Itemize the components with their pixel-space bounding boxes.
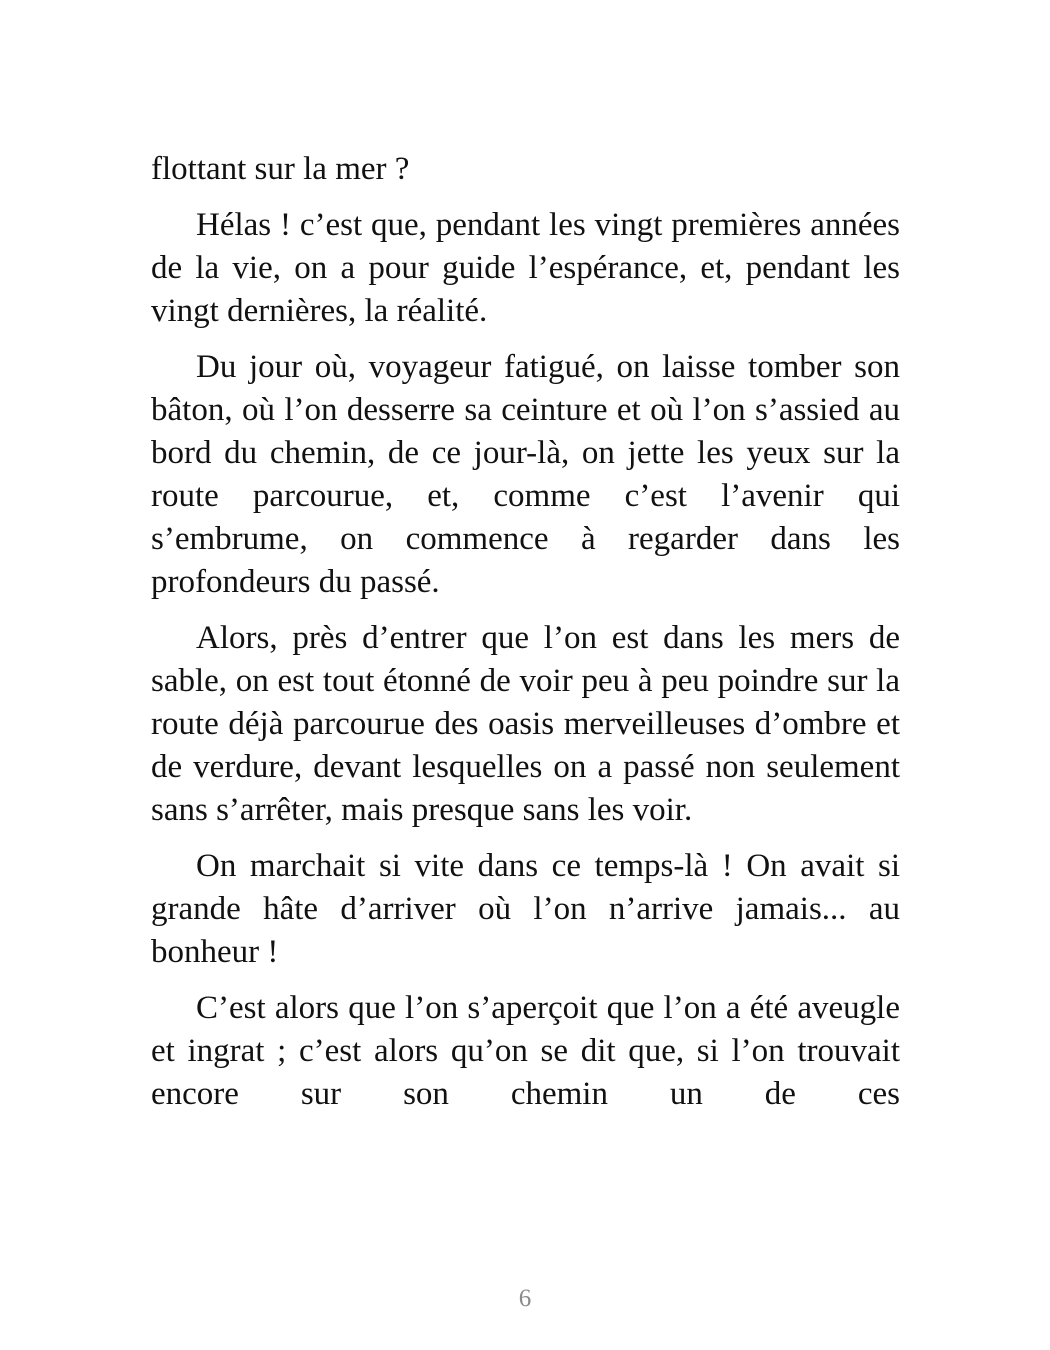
paragraph: On marchait si vite dans ce temps-là ! On avait si grande hâte d’arriver où l’on n’arrive jamais... au bonheur !: [151, 848, 900, 970]
paragraph-truncated: C’est alors que l’on s’aperçoit que l’on a été aveugle et ingrat ; c’est alors qu’on se dit que, si l’on trouvait encore sur son chemin un de ces: [151, 990, 900, 1112]
paragraph: Hélas ! c’est que, pendant les vingt premières années de la vie, on a pour guide l’espérance, et, pendant les vingt dernières, la réalité.: [151, 207, 900, 329]
paragraph: Du jour où, voyageur fatigué, on laisse tomber son bâton, où l’on desserre sa ceinture et où l’on s’assied au bord du chemin, de ce jour-là, on jette les yeux sur la route parcourue, et, comme c’est l’avenir qui s’embrume, on commence à regarder dans les profondeurs du passé.: [151, 349, 900, 600]
paragraph: Alors, près d’entrer que l’on est dans les mers de sable, on est tout étonné de voir peu à peu poindre sur la route déjà parcourue des oasis merveilleuses d’ombre et de verdure, devant lesquelles on a passé non seulement sans s’arrêter, mais presque sans les voir.: [151, 620, 900, 828]
page-body: [151, 148, 900, 1129]
paragraph-continuation: flottant sur la mer ?: [151, 151, 410, 187]
page-number: 6: [518, 1285, 532, 1312]
